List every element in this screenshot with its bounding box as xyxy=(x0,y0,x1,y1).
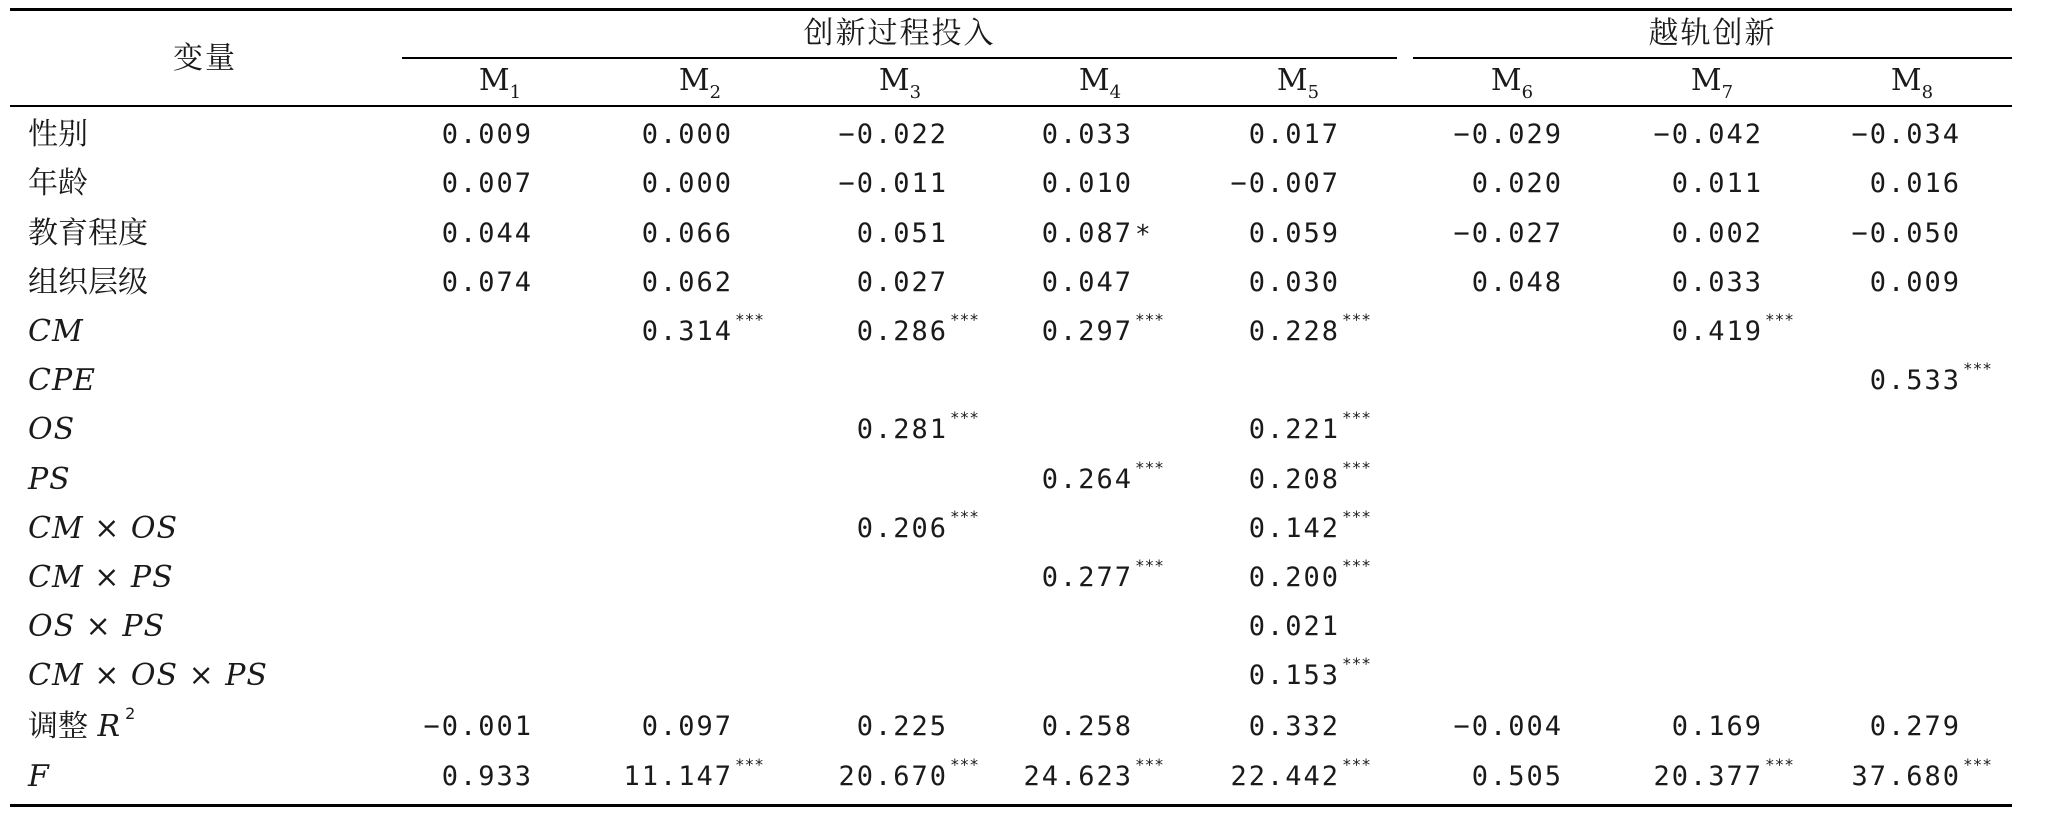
table-cell: −0.050 xyxy=(1851,218,1961,249)
table-cell: 0.007 xyxy=(441,168,533,199)
group-2-header: 越轨创新 xyxy=(1648,16,1777,51)
table-cell: −0.004 xyxy=(1453,711,1563,742)
table-cell: 0.016 xyxy=(1869,168,1961,199)
table-cell: −0.022 xyxy=(838,119,948,150)
model-header-4: $M_4$ xyxy=(1078,63,1122,103)
row-label: 年龄 xyxy=(28,166,88,201)
table-cell: 0.297 *** xyxy=(1041,310,1164,347)
variable-header: 变量 xyxy=(173,41,237,76)
table-cell: 0.281 *** xyxy=(856,408,979,445)
table-cell: 0.074 xyxy=(441,267,533,298)
group-1-rule xyxy=(402,57,1397,59)
table-cell: 0.097 xyxy=(641,711,733,742)
model-header-3: $M_3$ xyxy=(878,63,922,103)
row-label: OS × PS xyxy=(28,609,166,644)
table-cell: 0.505 xyxy=(1471,761,1563,792)
table-cell: 0.169 xyxy=(1671,711,1763,742)
table-cell: 0.000 xyxy=(641,119,733,150)
table-cell: 24.623 *** xyxy=(1023,755,1164,792)
table-cell: 0.062 xyxy=(641,267,733,298)
table-cell: 22.442 *** xyxy=(1230,755,1371,792)
table-cell: 37.680 *** xyxy=(1851,755,1992,792)
table-cell: 0.200 *** xyxy=(1248,556,1371,593)
row-label: F xyxy=(28,759,50,794)
row-label: 性别 xyxy=(28,117,88,152)
table-cell: 0.002 xyxy=(1671,218,1763,249)
table-cell: −0.042 xyxy=(1653,119,1763,150)
group-2-rule xyxy=(1413,57,2012,59)
table-cell: 0.314 *** xyxy=(641,310,764,347)
row-label: CM × OS xyxy=(28,511,179,546)
table-cell: 0.011 xyxy=(1671,168,1763,199)
table-cell: 0.208 *** xyxy=(1248,458,1371,495)
table-cell: 0.010 xyxy=(1041,168,1133,199)
row-label: CM xyxy=(28,314,84,349)
model-header-1: $M_1$ xyxy=(478,63,522,103)
table-cell: −0.027 xyxy=(1453,218,1563,249)
table-cell: 0.228 *** xyxy=(1248,310,1371,347)
table-cell: 0.258 xyxy=(1041,711,1133,742)
table-cell: 0.221 *** xyxy=(1248,408,1371,445)
row-label: 调整 R $^2$ xyxy=(28,704,136,744)
table-cell: 0.027 xyxy=(856,267,948,298)
table-cell: 0.142 *** xyxy=(1248,507,1371,544)
table-cell: −0.029 xyxy=(1453,119,1563,150)
group-1-header: 创新过程投入 xyxy=(803,16,996,51)
table-cell: 0.000 xyxy=(641,168,733,199)
table-cell: 0.021 xyxy=(1248,611,1340,642)
table-cell: 0.047 xyxy=(1041,267,1133,298)
table-cell: 0.030 xyxy=(1248,267,1340,298)
table-cell: −0.034 xyxy=(1851,119,1961,150)
model-header-7: $M_7$ xyxy=(1690,63,1734,103)
table-cell: 0.225 xyxy=(856,711,948,742)
model-header-6: $M_6$ xyxy=(1490,63,1534,103)
table-cell: 0.044 xyxy=(441,218,533,249)
table-cell: 0.419 *** xyxy=(1671,310,1794,347)
table-cell: 20.670 *** xyxy=(838,755,979,792)
table-cell: 0.048 xyxy=(1471,267,1563,298)
row-label: CM × PS xyxy=(28,560,174,595)
table-cell: 0.279 xyxy=(1869,711,1961,742)
model-header-2: $M_2$ xyxy=(678,63,722,103)
table-cell: 20.377 *** xyxy=(1653,755,1794,792)
row-label: CPE xyxy=(28,363,97,398)
table-cell: 0.059 xyxy=(1248,218,1340,249)
row-label: 组织层级 xyxy=(28,265,148,300)
table-cell: 0.033 xyxy=(1671,267,1763,298)
table-cell: 0.033 xyxy=(1041,119,1133,150)
header-bottom-rule xyxy=(10,105,2012,107)
table-cell: 0.009 xyxy=(1869,267,1961,298)
table-cell: 0.066 xyxy=(641,218,733,249)
table-cell: 0.206 *** xyxy=(856,507,979,544)
model-header-8: $M_8$ xyxy=(1890,63,1934,103)
table-cell: 0.051 xyxy=(856,218,948,249)
table-cell: 0.533 *** xyxy=(1869,359,1992,396)
table-cell: −0.011 xyxy=(838,168,948,199)
bottom-rule xyxy=(10,804,2012,807)
table-cell: 0.087* xyxy=(1041,218,1151,250)
table-cell: 0.933 xyxy=(441,761,533,792)
table-cell: −0.001 xyxy=(423,711,533,742)
table-cell: 0.017 xyxy=(1248,119,1340,150)
table-cell: 0.277 *** xyxy=(1041,556,1164,593)
model-header-5: $M_5$ xyxy=(1276,63,1320,103)
table-cell: −0.007 xyxy=(1230,168,1340,199)
table-cell: 0.020 xyxy=(1471,168,1563,199)
table-cell: 0.009 xyxy=(441,119,533,150)
table-cell: 0.264 *** xyxy=(1041,458,1164,495)
row-label: OS xyxy=(28,412,76,447)
table-cell: 0.286 *** xyxy=(856,310,979,347)
row-label: 教育程度 xyxy=(28,216,148,251)
row-label: CM × OS × PS xyxy=(28,658,268,693)
table-cell: 0.153 *** xyxy=(1248,654,1371,691)
row-label: PS xyxy=(28,462,71,497)
table-cell: 0.332 xyxy=(1248,711,1340,742)
table-cell: 11.147 *** xyxy=(623,755,764,792)
top-rule xyxy=(10,8,2012,11)
